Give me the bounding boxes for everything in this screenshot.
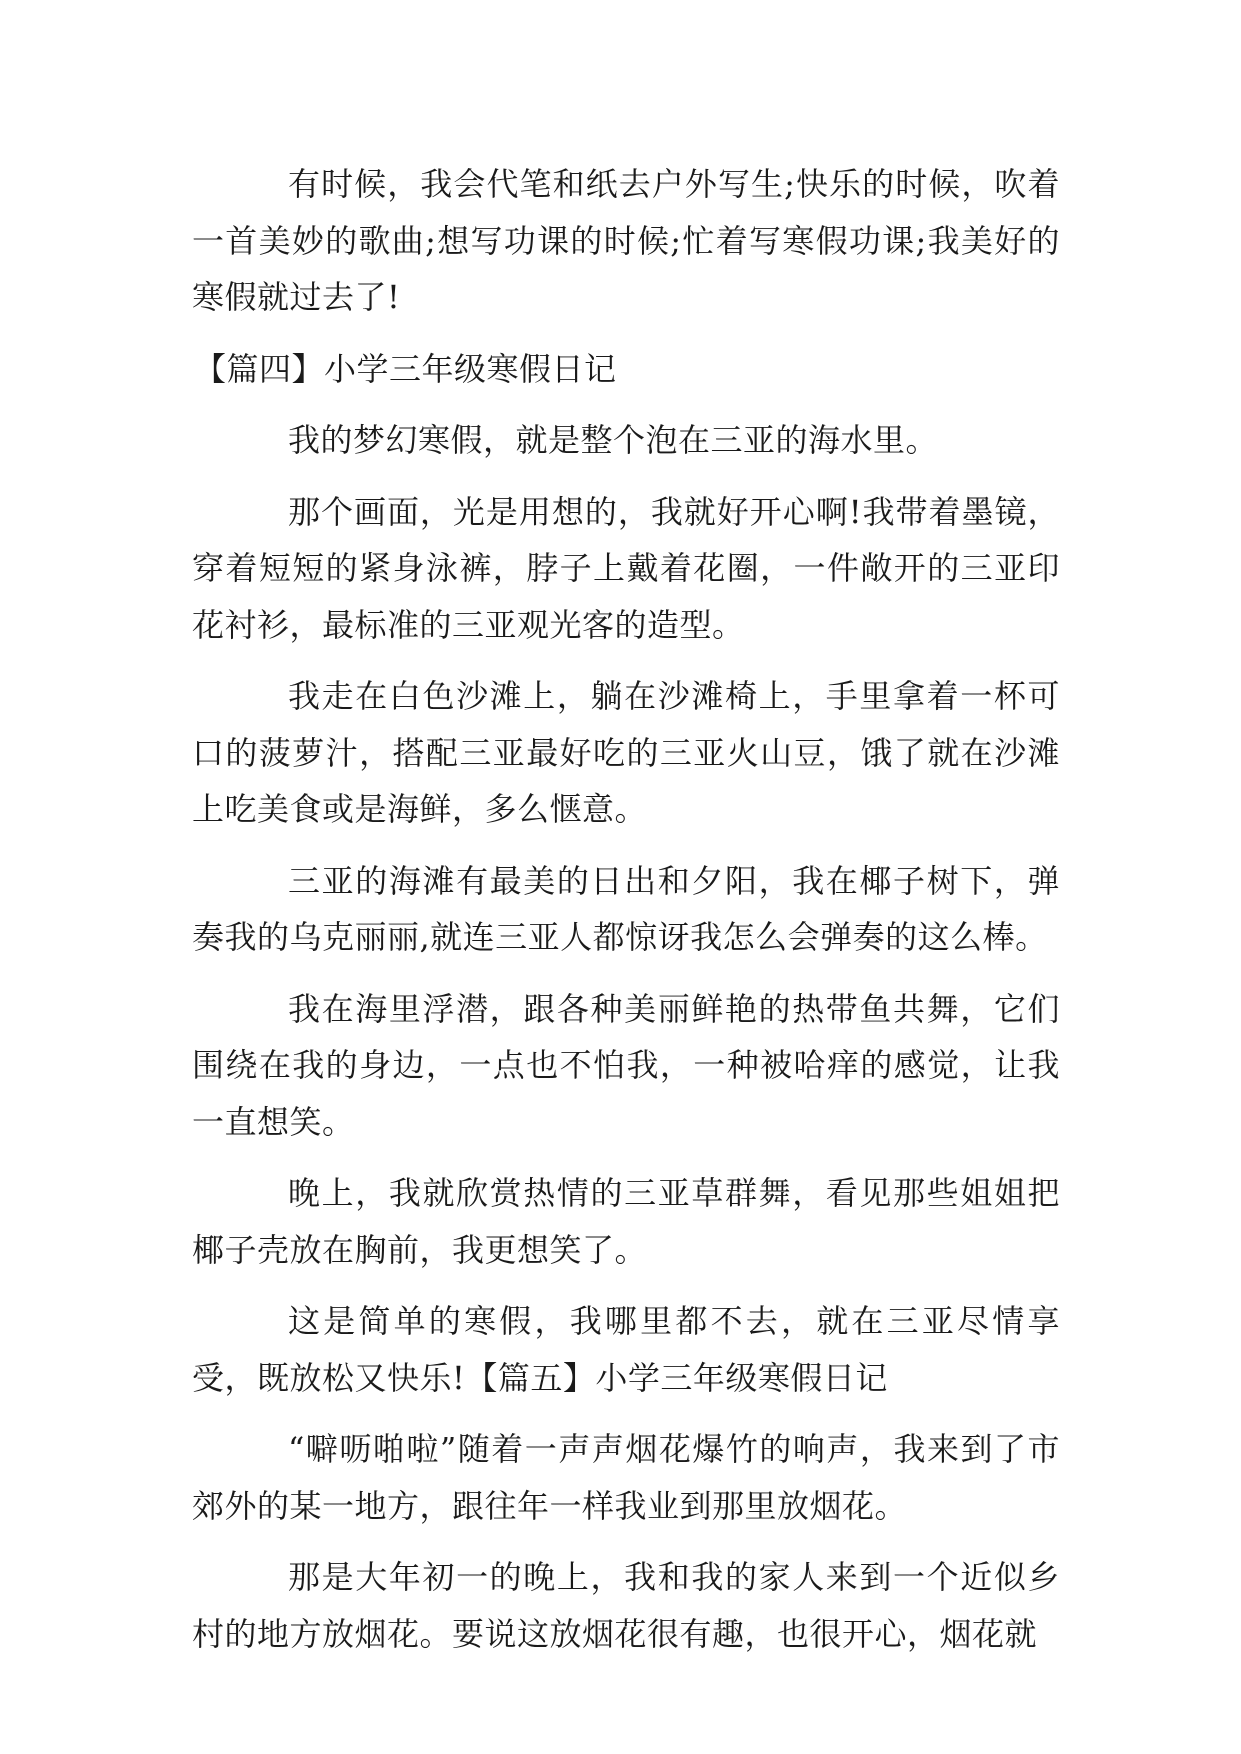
paragraph: 那是大年初一的晚上，我和我的家人来到一个近似乡村的地方放烟花。要说这放烟花很有趣，也很开心，烟花就 [192, 1558, 1060, 1653]
paragraph: “噼呖啪啦”随着一声声烟花爆竹的响声，我来到了市郊外的某一地方，跟往年一样我业到那里放烟花。 [192, 1430, 1060, 1525]
paragraph: 我走在白色沙滩上，躺在沙滩椅上，手里拿着一杯可口的菠萝汁，搭配三亚最好吃的三亚火山豆，饿了就在沙滩上吃美食或是海鲜，多么惬意。 [192, 677, 1060, 828]
paragraph: 我的梦幻寒假，就是整个泡在三亚的海水里。 [288, 421, 939, 459]
paragraph: 有时候，我会代笔和纸去户外写生;快乐的时候，吹着一首美妙的歌曲;想写功课的时候;忙着写寒假功课;我美好的寒假就过去了! [192, 165, 1060, 316]
paragraph: 晚上，我就欣赏热情的三亚草群舞，看见那些姐姐把椰子壳放在胸前，我更想笑了。 [192, 1174, 1060, 1269]
section-heading: 【篇四】小学三年级寒假日记 [194, 349, 617, 388]
document-body [192, 156, 1060, 1677]
paragraph: 三亚的海滩有最美的日出和夕阳，我在椰子树下，弹奏我的乌克丽丽,就连三亚人都惊讶我怎么会弹奏的这么棒。 [192, 861, 1060, 956]
paragraph: 这是简单的寒假，我哪里都不去，就在三亚尽情享受，既放松又快乐!【篇五】小学三年级寒假日记 [192, 1302, 1060, 1397]
paragraph: 我在海里浮潜，跟各种美丽鲜艳的热带鱼共舞，它们围绕在我的身边，一点也不怕我，一种被哈痒的感觉，让我一直想笑。 [192, 989, 1060, 1141]
paragraph: 那个画面，光是用想的，我就好开心啊!我带着墨镜，穿着短短的紧身泳裤，脖子上戴着花圈，一件敞开的三亚印花衬衫，最标准的三亚观光客的造型。 [192, 492, 1060, 644]
